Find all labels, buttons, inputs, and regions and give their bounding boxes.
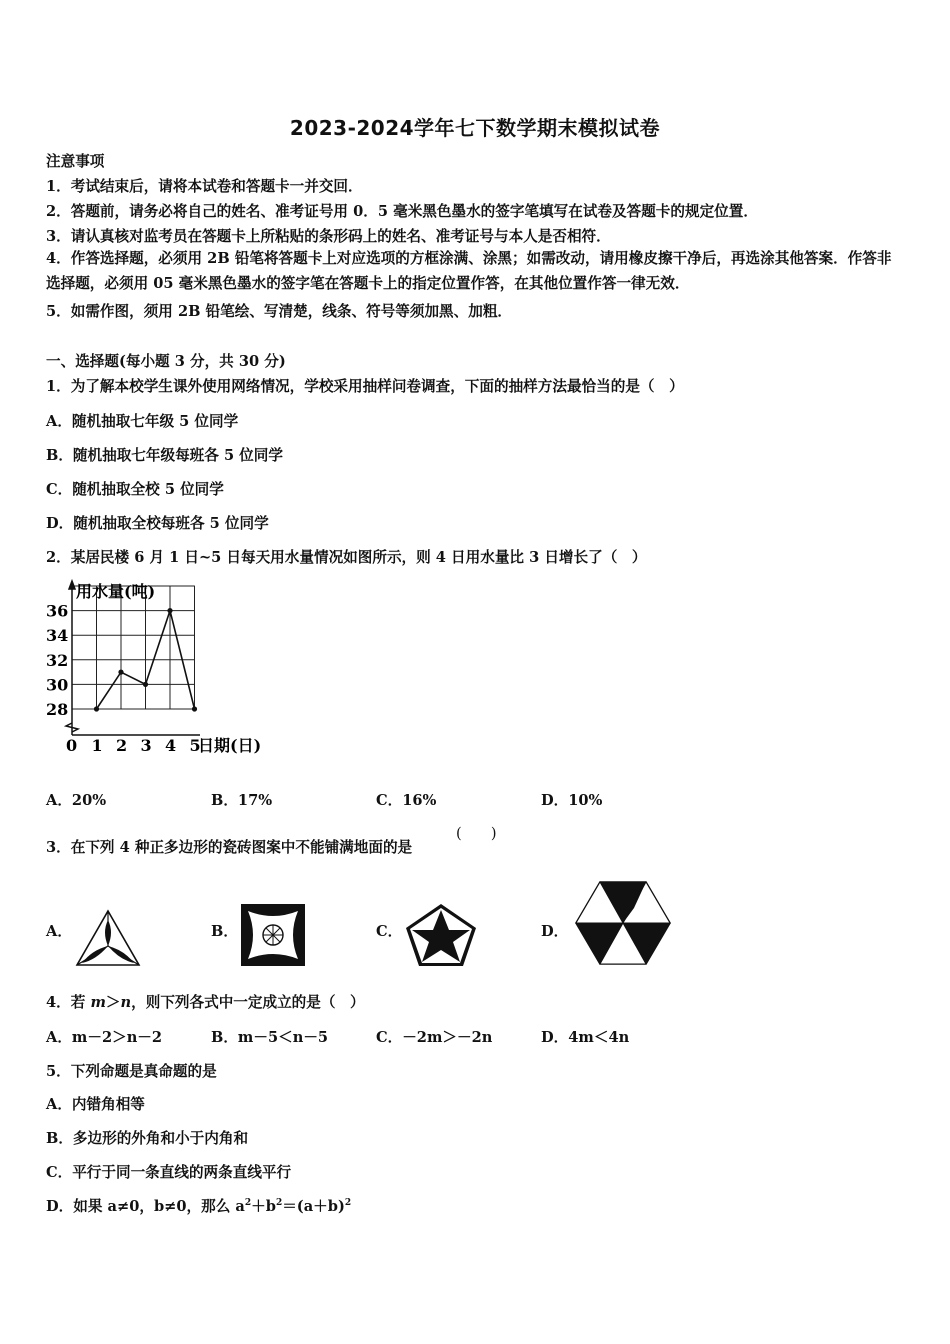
data-point (118, 670, 123, 675)
q3-option-c-label: C． (376, 923, 403, 940)
page-title: 2023-2024学年七下数学期末模拟试卷 (289, 116, 661, 140)
question-2-stem: 2．某居民楼 6 月 1 日~5 日每天用水量情况如图所示，则 4 日用水量比 3 日增长了（ ） (46, 549, 647, 566)
question-3-stem: 3．在下列 4 种正多边形的瓷砖图案中不能铺满地面的是 (46, 839, 413, 856)
water-usage-chart (40, 575, 290, 760)
q4-option-b: B．m－5＜n－5 (211, 1029, 329, 1046)
x-tick-label: 2 (116, 736, 128, 755)
y-axis-arrow (69, 581, 75, 589)
q3-option-b-label: B． (211, 923, 238, 940)
q1-option-b: B．随机抽取七年级每班各 5 位同学 (46, 447, 283, 464)
q1-option-a: A．随机抽取七年级 5 位同学 (46, 413, 239, 430)
q4-option-c: C．－2m＞－2n (376, 1029, 493, 1046)
q1-option-d: D．随机抽取全校每班各 5 位同学 (46, 515, 269, 532)
triangle-tile-icon (74, 908, 142, 968)
y-tick-label: 30 (46, 675, 69, 695)
data-point (143, 682, 148, 687)
q5-option-c: C．平行于同一条直线的两条直线平行 (46, 1164, 292, 1181)
q1-option-c: C．随机抽取全校 5 位同学 (46, 481, 224, 498)
q5-option-d: D．如果 a≠0，b≠0，那么 $a^2+b^2=(a+b)^2$ (46, 1198, 352, 1215)
q2-option-a: A．20% (46, 792, 107, 809)
notice-item: 3．请认真核对监考员在答题卡上所粘贴的条形码上的姓名、准考证号与本人是否相符． (46, 228, 611, 245)
section-heading: 一、选择题(每小题 3 分，共 30 分) (46, 353, 286, 370)
x-tick-label: 0 (66, 736, 78, 755)
q2-option-d: D．10% (541, 792, 603, 809)
q5-option-b: B．多边形的外角和小于内角和 (46, 1130, 249, 1147)
x-tick-label: 5 (189, 736, 201, 755)
q3-option-d-label: D． (541, 923, 569, 940)
notice-item: 1．考试结束后，请将本试卷和答题卡一并交回． (46, 178, 363, 195)
q4-option-a: A．m－2＞n－2 (46, 1029, 163, 1046)
y-tick-label: 28 (46, 700, 69, 719)
q2-option-b: B．17% (211, 792, 273, 809)
question-4-stem: 4．若 m＞n，则下列各式中一定成立的是（ ） (46, 994, 365, 1011)
hexagon-tile-icon (574, 880, 672, 966)
x-tick-label: 3 (140, 736, 152, 755)
y-axis-label: 用水量(吨) (76, 582, 156, 601)
q3-option-a-label: A． (46, 923, 72, 940)
answer-paren: ( ) (456, 825, 497, 842)
q4-option-d: D．4m＜4n (541, 1029, 630, 1046)
data-point (192, 706, 197, 711)
pentagon-tile-icon (404, 902, 478, 968)
q2-option-c: C．16% (376, 792, 437, 809)
data-point (94, 706, 99, 711)
notice-item: 5．如需作图，须用 2B 铅笔绘、写清楚，线条、符号等须加黑、加粗． (46, 303, 513, 320)
x-axis-label: 日期(日) (198, 736, 262, 755)
data-point (167, 608, 172, 613)
x-tick-label: 1 (91, 736, 103, 755)
y-tick-label: 34 (46, 626, 69, 646)
question-5-stem: 5．下列命题是真命题的是 (46, 1063, 217, 1080)
chart-grid (72, 586, 195, 709)
q5-option-a: A．内错角相等 (46, 1096, 145, 1113)
notice-item: 4．作答选择题，必须用 2B 铅笔将答题卡上对应选项的方框涂满、涂黑；如需改动，请用橡皮擦干净后，再选涂其他答案．作答非选择题，必须用 05 毫米黑色墨水的签字笔在答题卡上的指定位置作答，在其他位置作答一律无效． (46, 250, 892, 292)
y-tick-label: 32 (46, 650, 69, 670)
notice-heading: 注意事项 (46, 153, 105, 170)
square-tile-icon (240, 903, 306, 967)
x-tick-label: 4 (165, 736, 177, 755)
y-tick-label: 36 (46, 601, 69, 621)
question-1-stem: 1．为了解本校学生课外使用网络情况，学校采用抽样问卷调查，下面的抽样方法最恰当的是（ ） (46, 378, 684, 395)
notice-item: 2．答题前，请务必将自己的姓名、准考证号用 0．5 毫米黑色墨水的签字笔填写在试卷及答题卡的规定位置． (46, 203, 758, 220)
